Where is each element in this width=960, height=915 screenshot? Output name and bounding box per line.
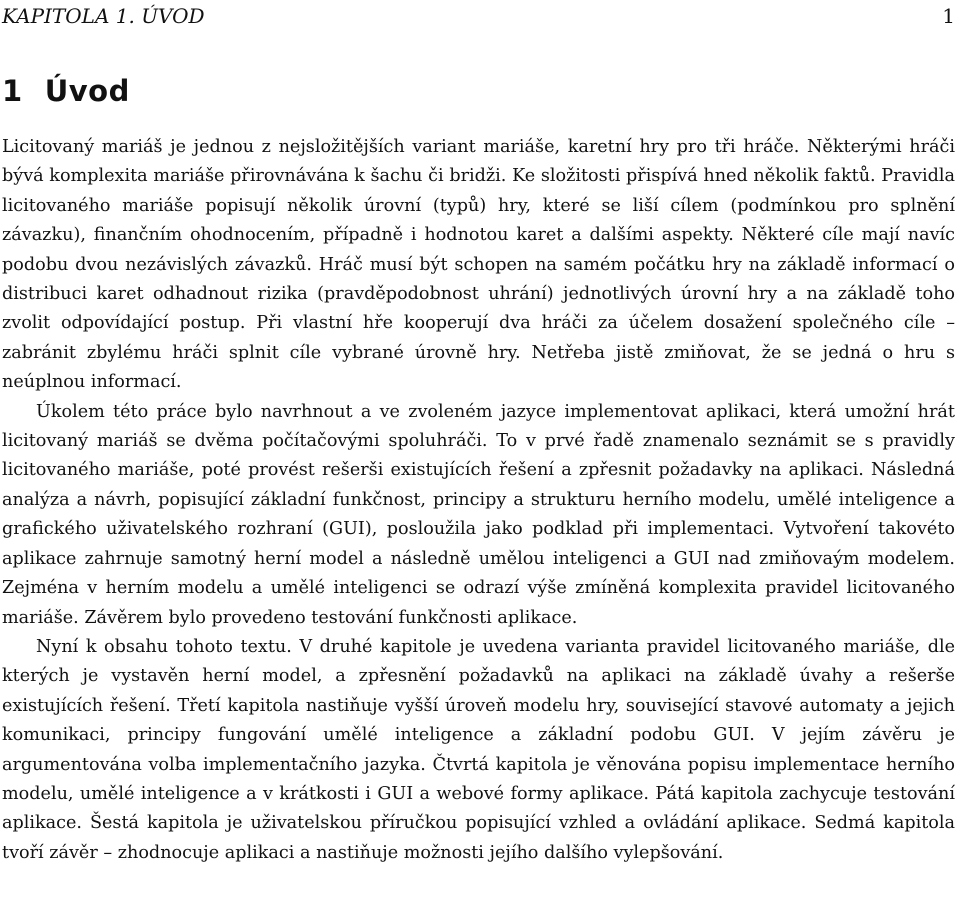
running-title: KAPITOLA 1. ÚVOD [2,4,205,28]
paragraph-contents: Nyní k obsahu tohoto textu. V druhé kapitole je uvedena varianta pravidel licitovaného mariáše, dle kterých je vystavěn herní model, a zpřesnění požadavků na aplikaci na základě úvahy a rešerše existujících řešení. Třetí kapitola nastiňuje vyšší úroveň modelu hry, související stavové automaty a jejich komunikaci, principy fungování umělé inteligence a základní podobu GUI. V jejím závěru je argumentována volba implementačního jazyka. Čtvrtá kapitola je věnována popisu implementace herního modelu, umělé inteligence a v krátkosti i GUI a webové formy aplikace. Pátá kapitola zachycuje testování aplikace. Šestá kapitola je uživatelskou příručkou popisující vzhled a ovládání aplikace. Sedmá kapitola tvoří závěr – zhodnocuje aplikaci a nastiňuje možnosti jejího dalšího vylepšování. [2,636,955,863]
chapter-heading [2,74,130,108]
chapter-title: Úvod [44,74,130,108]
page-number: 1 [942,4,955,28]
body-text [2,133,955,868]
paragraph-goals: Úkolem této práce bylo navrhnout a ve zvoleném jazyce implementovat aplikaci, která umožní hrát licitovaný mariáš se dvěma počítačovými spoluhráči. To v prvé řadě znamenalo seznámit se s pravidly licitovaného mariáše, poté provést rešerši existujících řešení a zpřesnit požadavky na aplikaci. Následná analýza a návrh, popisující základní funkčnost, principy a strukturu herního modelu, umělé inteligence a grafického uživatelského rozhraní (GUI), posloužila jako podklad při implementaci. Vytvoření takovéto aplikace zahrnuje samotný herní model a následně umělou inteligenci a GUI nad zmiňovaým modelem. Zejména v herním modelu a umělé inteligenci se odrazí výše zmíněná komplexita pravidel licitovaného mariáše. Závěrem bylo provedeno testování funkčnosti aplikace. [2,401,955,628]
running-header [2,4,955,30]
chapter-number: 1 [2,74,23,108]
paragraph-intro: Licitovaný mariáš je jednou z nejsložitějších variant mariáše, karetní hry pro tři hráče. Některými hráči bývá komplexita mariáše přirovnávána k šachu či bridži. Ke složitosti přispívá hned několik faktů. Pravidla licitovaného mariáše popisují několik úrovní (typů) hry, které se liší cílem (podmínkou pro splnění závazku), finančním ohodnocením, případně i hodnotou karet a dalšími aspekty. Některé cíle mají navíc podobu dvou nezávislých závazků. Hráč musí být schopen na samém počátku hry na základě informací o distribuci karet odhadnout rizika (pravděpodobnost uhrání) jednotlivých úrovní hry a na základě toho zvolit odpovídající postup. Při vlastní hře kooperují dva hráči za účelem dosažení společného cíle – zabránit zbylému hráči splnit cíle vybrané úrovně hry. Netřeba jistě zmiňovat, že se jedná o hru s neúplnou informací. [2,137,955,393]
